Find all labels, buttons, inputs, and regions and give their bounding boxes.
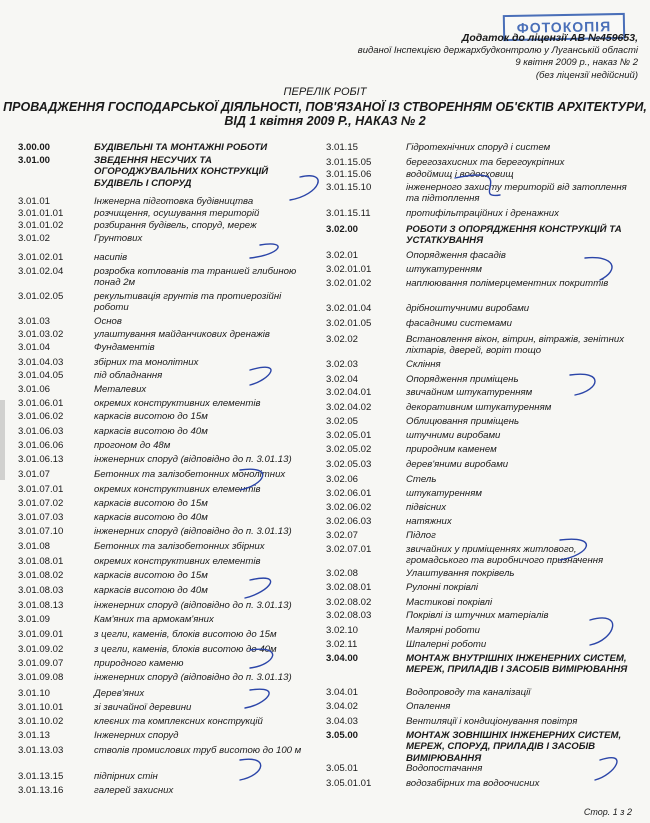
work-item-row bbox=[326, 224, 636, 247]
work-item-text: натяжних bbox=[406, 516, 452, 527]
work-item-code: 3.01.13.16 bbox=[18, 785, 64, 796]
work-item-code: 3.02.01.05 bbox=[326, 318, 372, 329]
work-item-row bbox=[326, 530, 636, 541]
work-item-row bbox=[326, 402, 636, 413]
work-item-text: розчищення, осушування територій bbox=[94, 208, 260, 219]
work-item-row bbox=[326, 264, 636, 275]
work-item-code: 3.01.10.02 bbox=[18, 716, 64, 727]
work-item-code: 3.01.15.05 bbox=[326, 157, 372, 168]
work-item-code: 3.05.01 bbox=[326, 763, 359, 774]
work-item-text: дерев'яними виробами bbox=[406, 459, 509, 470]
work-item-code: 3.02.06 bbox=[326, 474, 359, 485]
work-item-code: 3.01.06 bbox=[18, 384, 51, 395]
work-item-text: штучними виробами bbox=[406, 430, 501, 441]
work-item-row bbox=[18, 342, 314, 353]
work-item-code: 3.02.04 bbox=[326, 374, 359, 385]
work-item-code: 3.02.05.01 bbox=[326, 430, 372, 441]
work-item-text: Стель bbox=[406, 474, 437, 485]
work-item-row bbox=[326, 763, 636, 774]
work-item-text: каркасів висотою до 40м bbox=[94, 512, 208, 523]
work-item-text: рекультивація грунтів та протиерозійні роботи bbox=[94, 291, 282, 314]
work-item-row bbox=[326, 625, 636, 636]
work-item-text: фасадними системами bbox=[406, 318, 512, 329]
work-item-row bbox=[18, 291, 314, 314]
work-item-code: 3.01.02 bbox=[18, 233, 51, 244]
work-item-text: Бетонних та залізобетонних монолітних bbox=[94, 469, 286, 480]
work-item-code: 3.02.08 bbox=[326, 568, 359, 579]
work-item-row bbox=[326, 430, 636, 441]
work-item-text: каркасів висотою до 15м bbox=[94, 411, 208, 422]
work-item-row bbox=[326, 142, 636, 153]
work-item-text: Дерев'яних bbox=[94, 688, 145, 699]
work-item-code: 3.01.08.13 bbox=[18, 600, 64, 611]
work-item-row bbox=[326, 387, 636, 398]
work-item-text: інженерного захисту територій від затоплення та підтоплення bbox=[406, 182, 627, 205]
work-item-row bbox=[18, 411, 314, 422]
work-item-code: 3.02.00 bbox=[326, 224, 359, 235]
work-item-row bbox=[18, 208, 314, 219]
work-item-code: 3.01.06.02 bbox=[18, 411, 64, 422]
work-item-code: 3.02.08.01 bbox=[326, 582, 372, 593]
work-item-text: Опорядження фасадів bbox=[406, 250, 506, 261]
work-item-code: 3.04.01 bbox=[326, 687, 359, 698]
work-item-code: 3.02.11 bbox=[326, 639, 358, 650]
work-item-code: 3.01.15.10 bbox=[326, 182, 372, 193]
work-item-row bbox=[18, 688, 314, 699]
work-item-row bbox=[326, 568, 636, 579]
work-item-row bbox=[326, 459, 636, 470]
work-item-code: 3.01.03 bbox=[18, 316, 51, 327]
work-item-code: 3.01.08 bbox=[18, 541, 51, 552]
work-item-text: з цегли, каменів, блоків висотою до 40м bbox=[94, 644, 277, 655]
work-item-row bbox=[18, 469, 314, 480]
annex-line-2: виданої Інспекцією держархбудконтролю у Луганській області bbox=[357, 44, 638, 56]
photocopy-stamp: ФОТОКОПІЯ bbox=[503, 13, 625, 41]
work-item-row bbox=[326, 303, 636, 314]
work-item-code: 3.01.07.10 bbox=[18, 526, 64, 537]
work-item-code: 3.02.01 bbox=[326, 250, 359, 261]
work-item-text: клеєних та комплексних конструкцій bbox=[94, 716, 263, 727]
work-item-code: 3.05.00 bbox=[326, 730, 359, 741]
work-item-text: Інженерних споруд bbox=[94, 730, 179, 741]
work-item-row bbox=[18, 526, 314, 537]
work-item-row bbox=[18, 440, 314, 451]
work-item-text: наплюювання полімерцементних покриттів bbox=[406, 278, 609, 289]
work-item-row bbox=[326, 582, 636, 593]
work-item-code: 3.01.07.01 bbox=[18, 484, 64, 495]
work-item-row bbox=[326, 639, 636, 650]
work-item-row bbox=[18, 266, 314, 289]
work-item-code: 3.01.04.03 bbox=[18, 357, 64, 368]
work-item-row bbox=[326, 488, 636, 499]
annex-line-1: Додаток до ліцензії АВ №459653, bbox=[461, 32, 638, 44]
work-item-code: 3.01.07.02 bbox=[18, 498, 64, 509]
work-item-row bbox=[18, 614, 314, 625]
work-item-code: 3.01.06.13 bbox=[18, 454, 64, 465]
work-item-code: 3.01.08.01 bbox=[18, 556, 64, 567]
title-line-3: ВІД 1 квітня 2009 Р., НАКАЗ № 2 bbox=[224, 114, 426, 128]
work-item-code: 3.01.10 bbox=[18, 688, 51, 699]
work-item-row bbox=[18, 716, 314, 727]
work-item-row bbox=[18, 702, 314, 713]
work-item-text: Скління bbox=[406, 359, 441, 370]
work-item-code: 3.01.01 bbox=[18, 196, 51, 207]
work-item-code: 3.02.05 bbox=[326, 416, 359, 427]
work-item-code: 3.01.07 bbox=[18, 469, 51, 480]
work-item-row bbox=[326, 278, 636, 289]
work-item-text: звичайним штукатуренням bbox=[406, 387, 533, 398]
work-item-row bbox=[18, 644, 314, 655]
work-item-row bbox=[18, 745, 314, 756]
work-item-row bbox=[326, 597, 636, 608]
work-item-text: каркасів висотою до 40м bbox=[94, 585, 208, 596]
work-item-code: 3.02.08.03 bbox=[326, 610, 372, 621]
work-item-code: 3.02.06.03 bbox=[326, 516, 372, 527]
work-item-code: 3.02.10 bbox=[326, 625, 359, 636]
work-item-text: Опалення bbox=[406, 701, 451, 712]
work-item-code: 3.02.05.02 bbox=[326, 444, 372, 455]
work-item-row bbox=[18, 357, 314, 368]
work-item-row bbox=[18, 730, 314, 741]
work-item-text: берегозахисних та берегоукріпних bbox=[406, 157, 565, 168]
work-item-text: розробка котлованів та траншей глибиною понад 2м bbox=[94, 266, 297, 289]
work-item-text: Вентиляції і кондиціонування повітря bbox=[406, 716, 578, 727]
work-item-code: 3.02.08.02 bbox=[326, 597, 372, 608]
work-item-text: Металевих bbox=[94, 384, 147, 395]
work-item-text: прогоном до 48м bbox=[94, 440, 171, 451]
work-item-code: 3.01.07.03 bbox=[18, 512, 64, 523]
work-item-text: БУДІВЕЛЬНІ ТА МОНТАЖНІ РОБОТИ bbox=[94, 142, 268, 153]
work-item-row bbox=[326, 701, 636, 712]
work-item-code: 3.01.09.01 bbox=[18, 629, 64, 640]
work-item-text: стволів промислових труб висотою до 100 м bbox=[94, 745, 302, 756]
work-item-row bbox=[326, 250, 636, 261]
page-number: Стор. 1 з 2 bbox=[583, 807, 632, 817]
work-item-text: протифільтраційних і дренажних bbox=[406, 208, 559, 219]
work-item-text: зі звичайної деревини bbox=[94, 702, 192, 713]
work-item-text: збірних та монолітних bbox=[94, 357, 199, 368]
work-item-code: 3.01.09.08 bbox=[18, 672, 64, 683]
work-item-text: декоративним штукатуренням bbox=[406, 402, 552, 413]
work-item-text: Кам'яних та армокам'яних bbox=[94, 614, 214, 625]
work-item-code: 3.02.04.02 bbox=[326, 402, 372, 413]
work-item-row bbox=[18, 142, 314, 153]
work-item-row bbox=[18, 570, 314, 581]
work-item-code: 3.01.09.02 bbox=[18, 644, 64, 655]
work-item-text: інженерних споруд (відповідно до п. 3.01.13) bbox=[94, 600, 292, 611]
work-item-code: 3.01.02.01 bbox=[18, 252, 64, 263]
work-item-row bbox=[18, 155, 314, 189]
work-item-text: Встановлення вікон, вітрин, вітражів, зенітних ліхтарів, дверей, воріт тощо bbox=[406, 334, 624, 357]
work-item-text: інженерних споруд (відповідно до п. 3.01.13) bbox=[94, 672, 292, 683]
work-item-code: 3.04.03 bbox=[326, 716, 359, 727]
work-item-row bbox=[18, 498, 314, 509]
work-item-text: галерей захисних bbox=[94, 785, 174, 796]
work-item-text: штукатуренням bbox=[406, 264, 482, 275]
work-item-code: 3.01.00 bbox=[18, 155, 51, 166]
work-item-code: 3.01.06.03 bbox=[18, 426, 64, 437]
work-item-row bbox=[326, 544, 636, 567]
work-item-row bbox=[18, 672, 314, 683]
work-item-text: Фундаментів bbox=[94, 342, 155, 353]
work-item-text: Покрівлі із штучних матеріалів bbox=[406, 610, 549, 621]
scan-edge-mark bbox=[0, 400, 5, 480]
annex-line-3: 9 квітня 2009 р., наказ № 2 bbox=[515, 57, 638, 68]
license-annex-header bbox=[318, 32, 638, 82]
work-item-text: Мастикові покрівлі bbox=[406, 597, 493, 608]
work-item-code: 3.01.02.05 bbox=[18, 291, 64, 302]
work-item-text: розбирання будівель, споруд, мереж bbox=[94, 220, 257, 231]
work-item-text: каркасів висотою до 15м bbox=[94, 570, 208, 581]
work-item-text: інженерних споруд (відповідно до п. 3.01.13) bbox=[94, 526, 292, 537]
work-item-row bbox=[326, 716, 636, 727]
work-item-text: окремих конструктивних елементів bbox=[94, 398, 261, 409]
work-item-text: Гідротехнічних споруд і систем bbox=[406, 142, 551, 153]
work-item-code: 3.04.00 bbox=[326, 653, 359, 664]
work-item-row bbox=[18, 233, 314, 244]
work-item-text: Водопостачання bbox=[406, 763, 483, 774]
work-item-code: 3.02.01.02 bbox=[326, 278, 372, 289]
work-item-row bbox=[326, 169, 636, 180]
work-item-row bbox=[326, 653, 636, 676]
title-line-2: ПРОВАДЖЕННЯ ГОСПОДАРСЬКОЇ ДІЯЛЬНОСТІ, ПОВ'ЯЗАНОЇ ІЗ СТВОРЕННЯМ ОБ'ЄКТІВ АРХІТЕКТУРИ, bbox=[3, 99, 647, 114]
work-item-row bbox=[18, 196, 314, 207]
work-item-text: Грунтових bbox=[94, 233, 143, 244]
work-item-row bbox=[18, 384, 314, 395]
work-item-row bbox=[18, 600, 314, 611]
work-item-text: Інженерна підготовка будівництва bbox=[94, 196, 254, 207]
work-item-row bbox=[18, 370, 314, 381]
work-item-code: 3.01.08.02 bbox=[18, 570, 64, 581]
work-item-code: 3.02.07 bbox=[326, 530, 359, 541]
work-item-code: 3.01.10.01 bbox=[18, 702, 64, 713]
work-item-row bbox=[326, 374, 636, 385]
work-item-row bbox=[326, 182, 636, 205]
work-item-code: 3.01.03.02 bbox=[18, 329, 64, 340]
work-item-code: 3.01.06.01 bbox=[18, 398, 64, 409]
work-item-row bbox=[18, 785, 314, 796]
work-item-row bbox=[326, 516, 636, 527]
work-item-code: 3.04.02 bbox=[326, 701, 359, 712]
work-item-code: 3.05.01.01 bbox=[326, 778, 372, 789]
work-item-code: 3.01.06.06 bbox=[18, 440, 64, 451]
work-item-row bbox=[326, 359, 636, 370]
work-item-row bbox=[18, 629, 314, 640]
work-item-code: 3.02.03 bbox=[326, 359, 359, 370]
work-item-code: 3.02.06.01 bbox=[326, 488, 372, 499]
work-item-text: Опорядження приміщень bbox=[406, 374, 519, 385]
work-item-text: ЗВЕДЕННЯ НЕСУЧИХ ТА ОГОРОДЖУВАЛЬНИХ КОНСТРУКЦІЙ БУДІВЕЛЬ І СПОРУД bbox=[94, 155, 269, 189]
work-item-text: каркасів висотою до 40м bbox=[94, 426, 208, 437]
work-item-code: 3.02.02 bbox=[326, 334, 359, 345]
work-item-text: насипів bbox=[94, 252, 128, 263]
work-item-text: РОБОТИ З ОПОРЯДЖЕННЯ КОНСТРУКЦІЙ ТА УСТАТКУВАННЯ bbox=[406, 224, 622, 247]
work-item-text: звичайних у приміщеннях житлового, громадського та виробничого призначення bbox=[406, 544, 604, 567]
work-item-row bbox=[18, 658, 314, 669]
work-item-text: Улаштування покрівель bbox=[406, 568, 515, 579]
work-item-text: МОНТАЖ ВНУТРІШНІХ ІНЖЕНЕРНИХ СИСТЕМ, МЕРЕЖ, ПРИЛАДІВ І ЗАСОБІВ ВИМІРЮВАННЯ bbox=[406, 653, 628, 676]
work-item-text: підвісних bbox=[406, 502, 447, 513]
work-item-code: 3.01.01.02 bbox=[18, 220, 64, 231]
work-item-text: Основ bbox=[94, 316, 122, 327]
work-item-row bbox=[326, 416, 636, 427]
work-item-row bbox=[18, 252, 314, 263]
work-item-text: окремих конструктивних елементів bbox=[94, 556, 261, 567]
work-item-code: 3.02.01.04 bbox=[326, 303, 372, 314]
work-item-row bbox=[18, 484, 314, 495]
work-item-text: Водопроводу та каналізації bbox=[406, 687, 531, 698]
work-item-row bbox=[18, 329, 314, 340]
work-item-row bbox=[326, 318, 636, 329]
work-item-text: штукатуренням bbox=[406, 488, 482, 499]
work-item-text: улаштування майданчикових дренажів bbox=[94, 329, 270, 340]
work-item-row bbox=[326, 444, 636, 455]
work-item-text: каркасів висотою до 15м bbox=[94, 498, 208, 509]
work-item-code: 3.01.04.05 bbox=[18, 370, 64, 381]
work-item-row bbox=[18, 220, 314, 231]
work-item-row bbox=[18, 398, 314, 409]
work-item-text: інженерних споруд (відповідно до п. 3.01.13) bbox=[94, 454, 292, 465]
annex-line-4: (без ліцензії недійсний) bbox=[535, 69, 638, 81]
work-item-row bbox=[326, 687, 636, 698]
work-item-code: 3.02.04.01 bbox=[326, 387, 372, 398]
work-item-text: МОНТАЖ ЗОВНІШНІХ ІНЖЕНЕРНИХ СИСТЕМ, МЕРЕЖ, СПОРУД, ПРИЛАДІВ І ЗАСОБІВ ВИМІРЮВАННЯ bbox=[406, 730, 622, 764]
work-item-row bbox=[326, 208, 636, 219]
work-item-text: дрібноштучними виробами bbox=[406, 303, 530, 314]
work-item-row bbox=[326, 474, 636, 485]
title-line-1: ПЕРЕЛІК РОБІТ bbox=[283, 86, 367, 98]
work-item-text: з цегли, каменів, блоків висотою до 15м bbox=[94, 629, 277, 640]
work-item-code: 3.01.15 bbox=[326, 142, 359, 153]
work-item-row bbox=[326, 502, 636, 513]
work-item-text: Облицювання приміщень bbox=[406, 416, 520, 427]
work-item-code: 3.02.07.01 bbox=[326, 544, 372, 555]
work-item-text: Бетонних та залізобетонних збірних bbox=[94, 541, 265, 552]
work-item-code: 3.01.15.06 bbox=[326, 169, 372, 180]
work-item-code: 3.01.04 bbox=[18, 342, 51, 353]
work-item-code: 3.00.00 bbox=[18, 142, 51, 153]
work-item-text: природним каменем bbox=[406, 444, 497, 455]
work-item-code: 3.01.01.01 bbox=[18, 208, 64, 219]
work-item-row bbox=[326, 730, 636, 764]
work-item-text: водозабірних та водоочисних bbox=[406, 778, 540, 789]
work-item-code: 3.02.06.02 bbox=[326, 502, 372, 513]
work-item-row bbox=[18, 585, 314, 596]
work-item-row bbox=[326, 610, 636, 621]
work-item-text: водоймищ і водосховищ bbox=[406, 169, 514, 180]
work-item-code: 3.02.01.01 bbox=[326, 264, 372, 275]
work-item-code: 3.01.08.03 bbox=[18, 585, 64, 596]
work-item-row bbox=[18, 556, 314, 567]
work-item-row bbox=[18, 541, 314, 552]
work-item-row bbox=[18, 512, 314, 523]
work-item-row bbox=[326, 334, 636, 357]
work-item-code: 3.01.13 bbox=[18, 730, 51, 741]
work-item-code: 3.01.15.11 bbox=[326, 208, 371, 219]
work-item-text: під обладнання bbox=[94, 370, 163, 381]
work-item-text: Шпалерні роботи bbox=[406, 639, 487, 650]
work-item-row bbox=[18, 454, 314, 465]
work-item-code: 3.01.09.07 bbox=[18, 658, 64, 669]
work-item-text: Підлог bbox=[406, 530, 436, 541]
work-item-text: Рулонні покрівлі bbox=[406, 582, 479, 593]
work-item-row bbox=[326, 778, 636, 789]
work-item-row bbox=[18, 316, 314, 327]
work-item-row bbox=[326, 157, 636, 168]
work-item-text: природного каменю bbox=[94, 658, 184, 669]
work-item-code: 3.02.05.03 bbox=[326, 459, 372, 470]
work-item-text: окремих конструктивних елементів bbox=[94, 484, 261, 495]
work-item-code: 3.01.13.15 bbox=[18, 771, 64, 782]
work-item-code: 3.01.02.04 bbox=[18, 266, 64, 277]
work-item-row bbox=[18, 771, 314, 782]
work-item-text: підпірних стін bbox=[94, 771, 158, 782]
work-item-row bbox=[18, 426, 314, 437]
document-title bbox=[0, 85, 650, 129]
work-item-text: Малярні роботи bbox=[406, 625, 481, 636]
work-item-code: 3.01.13.03 bbox=[18, 745, 64, 756]
work-item-code: 3.01.09 bbox=[18, 614, 51, 625]
